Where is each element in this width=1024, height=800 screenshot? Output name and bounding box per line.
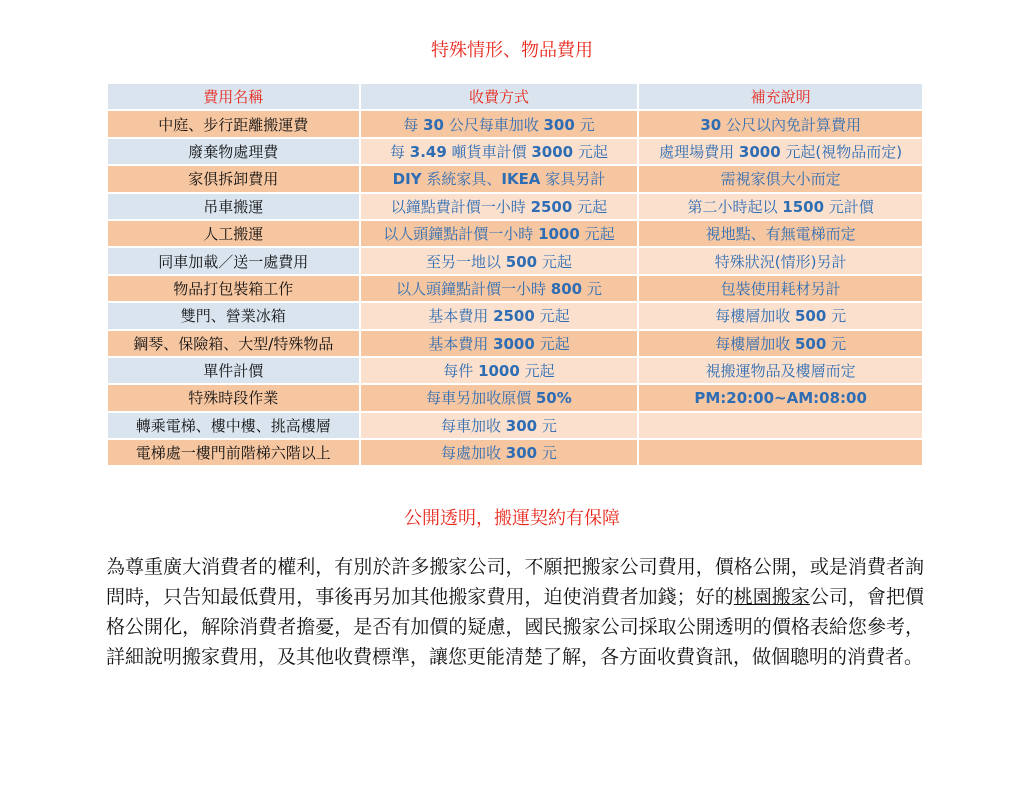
header-notes: 補充說明 <box>639 84 922 111</box>
table-row <box>108 194 922 221</box>
charge-method-cell: DIY 系統家具、IKEA 家具另計 <box>361 166 638 193</box>
note-cell <box>639 413 922 440</box>
note-cell: 30 公尺以內免計算費用 <box>639 111 922 138</box>
note-cell: 視搬運物品及樓層而定 <box>639 358 922 385</box>
note-cell: 特殊狀況(情形)另計 <box>639 248 922 275</box>
fee-table <box>106 84 924 467</box>
charge-method-cell: 每處加收 300 元 <box>361 440 638 467</box>
fee-name-cell: 轉乘電梯、樓中樓、挑高樓層 <box>108 413 359 440</box>
fee-name-cell: 廢棄物處理費 <box>108 139 359 166</box>
charge-method-cell: 基本費用 2500 元起 <box>361 303 638 330</box>
charge-method-cell: 以鐘點費計價一小時 2500 元起 <box>361 194 638 221</box>
charge-method-cell: 每車另加收原價 50% <box>361 385 638 412</box>
note-cell: 每樓層加收 500 元 <box>639 331 922 358</box>
note-cell: PM:20:00~AM:08:00 <box>639 385 922 412</box>
charge-method-cell: 每 3.49 噸貨車計價 3000 元起 <box>361 139 638 166</box>
note-cell: 每樓層加收 500 元 <box>639 303 922 330</box>
table-row <box>108 111 922 138</box>
note-cell: 需視家俱大小而定 <box>639 166 922 193</box>
fee-name-cell: 物品打包裝箱工作 <box>108 276 359 303</box>
note-cell: 第二小時起以 1500 元計價 <box>639 194 922 221</box>
note-cell: 包裝使用耗材另計 <box>639 276 922 303</box>
intro-paragraph <box>106 552 924 672</box>
paragraph-text-after: 公司，會把價格公開化，解除消費者擔憂，是否有加價的疑慮，國民搬家公司採取公開透明的價格表給您參考，詳細說明搬家費用，及其他收費標準，讓您更能清楚了解，各方面收費資訊，做個聰明的消費者。 <box>106 586 924 668</box>
fee-name-cell: 鋼琴、保險箱、大型/特殊物品 <box>108 331 359 358</box>
charge-method-cell: 以人頭鐘點計價一小時 1000 元起 <box>361 221 638 248</box>
paragraph-text-before: 為尊重廣大消費者的權利，有別於許多搬家公司，不願把搬家公司費用，價格公開，或是消費者詢問時，只告知最低費用，事後再另加其他搬家費用，迫使消費者加錢；好的 <box>106 556 924 608</box>
fee-name-cell: 電梯處一樓門前階梯六階以上 <box>108 440 359 467</box>
page-title: 特殊情形、物品費用 <box>431 40 593 61</box>
header-fee-name: 費用名稱 <box>108 84 359 111</box>
charge-method-cell: 基本費用 3000 元起 <box>361 331 638 358</box>
charge-method-cell: 每車加收 300 元 <box>361 413 638 440</box>
table-row <box>108 440 922 467</box>
fee-name-cell: 家俱拆卸費用 <box>108 166 359 193</box>
fee-name-cell: 吊車搬運 <box>108 194 359 221</box>
section-subtitle: 公開透明，搬運契約有保障 <box>404 508 620 529</box>
header-charge-method: 收費方式 <box>361 84 638 111</box>
table-row <box>108 166 922 193</box>
fee-name-cell: 中庭、步行距離搬運費 <box>108 111 359 138</box>
note-cell <box>639 440 922 467</box>
table-row <box>108 221 922 248</box>
charge-method-cell: 每件 1000 元起 <box>361 358 638 385</box>
fee-name-cell: 特殊時段作業 <box>108 385 359 412</box>
table-row <box>108 248 922 275</box>
charge-method-cell: 至另一地以 500 元起 <box>361 248 638 275</box>
fee-name-cell: 單件計價 <box>108 358 359 385</box>
table-row <box>108 139 922 166</box>
table-row <box>108 358 922 385</box>
fee-name-cell: 人工搬運 <box>108 221 359 248</box>
charge-method-cell: 每 30 公尺每車加收 300 元 <box>361 111 638 138</box>
table-row <box>108 413 922 440</box>
table-row <box>108 331 922 358</box>
table-row <box>108 276 922 303</box>
fee-name-cell: 雙門、營業冰箱 <box>108 303 359 330</box>
taoyuan-moving-link[interactable]: 桃園搬家 <box>733 586 810 608</box>
table-row <box>108 385 922 412</box>
note-cell: 視地點、有無電梯而定 <box>639 221 922 248</box>
table-row <box>108 303 922 330</box>
table-header-row <box>108 84 922 111</box>
charge-method-cell: 以人頭鐘點計價一小時 800 元 <box>361 276 638 303</box>
fee-name-cell: 同車加載／送一處費用 <box>108 248 359 275</box>
note-cell: 處理場費用 3000 元起(視物品而定) <box>639 139 922 166</box>
